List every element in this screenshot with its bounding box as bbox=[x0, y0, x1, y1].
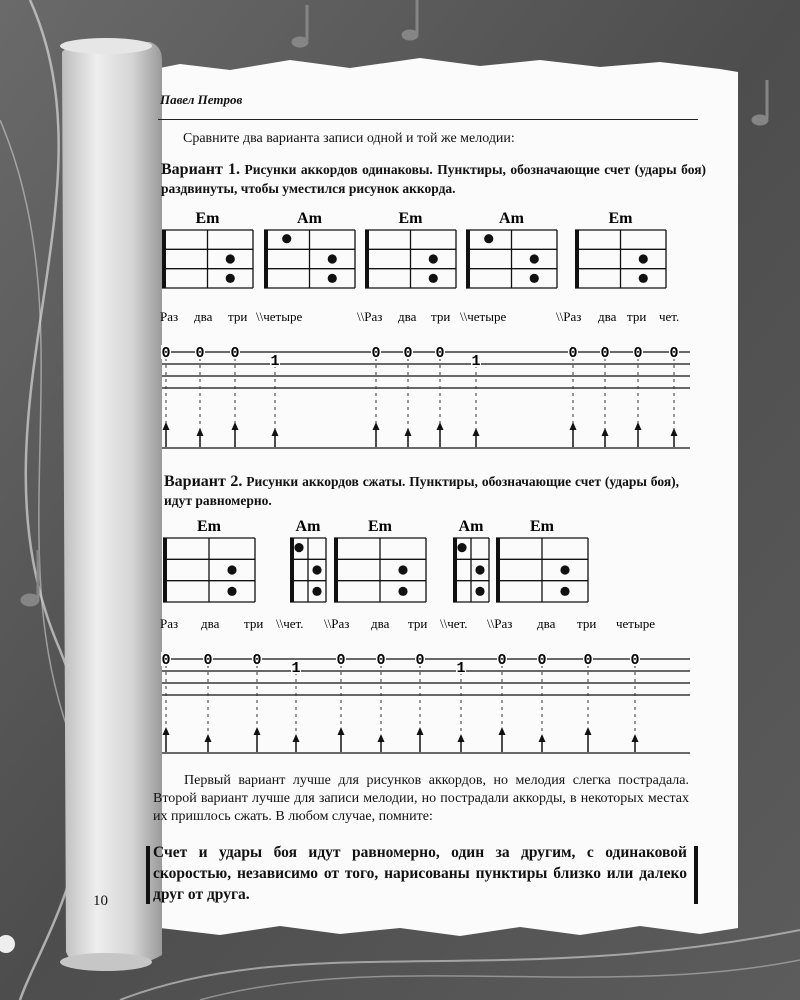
count-label: два bbox=[201, 616, 220, 631]
chord-finger-dot bbox=[227, 587, 236, 596]
variant2-heading bbox=[164, 472, 679, 510]
strum-arrow-head bbox=[417, 727, 424, 735]
chord-finger-dot bbox=[227, 565, 236, 574]
chord-name: Em bbox=[368, 518, 392, 535]
chord-nut bbox=[453, 538, 457, 602]
chord-finger-dot bbox=[226, 274, 235, 283]
strum-arrow-head bbox=[539, 734, 546, 742]
strum-arrow-head bbox=[585, 727, 592, 735]
count-label: Раз bbox=[160, 309, 179, 324]
conclusion-paragraph: Первый вариант лучше для рисунков аккордов, но мелодия слегка пострадала. Второй вариант лучше для записи мелодии, но пострадали аккорды, в некоторых местах их пришлось сжать. В любом случае, помните: bbox=[153, 773, 689, 824]
author-name: Павел Петров bbox=[160, 92, 243, 107]
count-label: Раз bbox=[160, 616, 179, 631]
strum-arrow-head bbox=[254, 727, 261, 735]
tab-number: 1 bbox=[270, 353, 280, 370]
tab-number: 0 bbox=[230, 345, 240, 362]
strum-arrow-head bbox=[378, 734, 385, 742]
chord-diagram-em bbox=[496, 518, 588, 602]
tab-number: 1 bbox=[471, 353, 481, 370]
tab-number: 0 bbox=[633, 345, 643, 362]
tab-number: 0 bbox=[376, 652, 386, 669]
tab-number: 0 bbox=[403, 345, 413, 362]
tab-number: 1 bbox=[456, 660, 466, 677]
tab-number: 0 bbox=[195, 345, 205, 362]
strum-arrow-head bbox=[499, 727, 506, 735]
count-label: \\Раз bbox=[324, 616, 350, 631]
intro-text: Сравните два варианта записи одной и той же мелодии: bbox=[183, 131, 515, 146]
tab-number: 0 bbox=[161, 652, 171, 669]
strum-arrow-head bbox=[163, 422, 170, 430]
count-label: \\чет. bbox=[276, 616, 304, 631]
variant2-text: Рисунки аккордов сжаты. Пунктиры, обозначающие счет (удары боя), идут равномерно. bbox=[164, 474, 680, 508]
tab-number: 0 bbox=[600, 345, 610, 362]
count-label: три bbox=[228, 309, 248, 324]
strum-arrow-head bbox=[458, 734, 465, 742]
count-label: три bbox=[408, 616, 428, 631]
strum-arrow-head bbox=[570, 422, 577, 430]
chord-finger-dot bbox=[328, 254, 337, 263]
chord-diagram-am bbox=[290, 518, 326, 602]
tab-number: 0 bbox=[161, 345, 171, 362]
strum-arrow-head bbox=[602, 428, 609, 436]
rule-bracket-right bbox=[694, 846, 698, 904]
chord-name: Em bbox=[195, 210, 220, 227]
chord-nut bbox=[334, 538, 338, 602]
count-label: \\Раз bbox=[487, 616, 513, 631]
strum-arrow-head bbox=[635, 422, 642, 430]
chord-nut bbox=[163, 538, 167, 602]
chord-finger-dot bbox=[530, 254, 539, 263]
chord-nut bbox=[496, 538, 500, 602]
tab-number: 0 bbox=[630, 652, 640, 669]
chord-name: Am bbox=[458, 518, 484, 535]
rule-text: Счет и удары боя идут равномерно, один за другим, с одинаковой скоростью, независимо от того, нарисованы пунктиры близко или далеко друг от друга. bbox=[153, 844, 687, 903]
chord-name: Am bbox=[499, 210, 524, 227]
variant2-number: Вариант 2. bbox=[164, 473, 243, 490]
tab-number: 0 bbox=[497, 652, 507, 669]
tab-number: 0 bbox=[371, 345, 381, 362]
chord-finger-dot bbox=[282, 234, 291, 243]
count-label: два bbox=[398, 309, 417, 324]
chord-nut bbox=[575, 230, 579, 288]
chord-diagram-am bbox=[453, 518, 489, 602]
tab-number: 0 bbox=[537, 652, 547, 669]
strum-arrow-head bbox=[163, 727, 170, 735]
strum-arrow-head bbox=[272, 428, 279, 436]
strum-arrow-head bbox=[293, 734, 300, 742]
strum-arrow-head bbox=[373, 422, 380, 430]
strum-arrow-head bbox=[338, 727, 345, 735]
chord-finger-dot bbox=[560, 587, 569, 596]
chord-finger-dot bbox=[639, 254, 648, 263]
chord-finger-dot bbox=[312, 587, 321, 596]
tab-number: 0 bbox=[203, 652, 213, 669]
chord-diagram-am bbox=[466, 210, 557, 288]
chord-finger-dot bbox=[226, 254, 235, 263]
rule-bracket-left bbox=[146, 846, 150, 904]
strum-arrow-head bbox=[205, 734, 212, 742]
header-rule bbox=[158, 119, 698, 120]
chord-nut bbox=[466, 230, 470, 288]
count-label: \\четыре bbox=[256, 309, 303, 324]
chord-name: Em bbox=[398, 210, 423, 227]
strum-arrow-head bbox=[405, 428, 412, 436]
strum-arrow-head bbox=[473, 428, 480, 436]
tab-number: 0 bbox=[435, 345, 445, 362]
chord-name: Am bbox=[295, 518, 321, 535]
chord-finger-dot bbox=[475, 565, 484, 574]
tab-number: 0 bbox=[415, 652, 425, 669]
chord-diagram-em bbox=[162, 210, 253, 288]
chord-diagram-em bbox=[575, 210, 666, 288]
count-label: два bbox=[598, 309, 617, 324]
count-label: \\чет. bbox=[440, 616, 468, 631]
variant1-notation bbox=[0, 205, 800, 455]
count-label: три bbox=[431, 309, 451, 324]
chord-name: Em bbox=[197, 518, 221, 535]
count-label: три bbox=[577, 616, 597, 631]
chord-diagram-am bbox=[264, 210, 355, 288]
count-label: два bbox=[194, 309, 213, 324]
variant1-text: Рисунки аккордов одинаковы. Пунктиры, обозначающие счет (удары боя) раздвинуты, чтобы уместился рисунок аккорда. bbox=[161, 162, 707, 196]
strum-arrow-head bbox=[632, 734, 639, 742]
count-label: два bbox=[371, 616, 390, 631]
tab-number: 0 bbox=[669, 345, 679, 362]
strum-arrow-head bbox=[232, 422, 239, 430]
chord-finger-dot bbox=[475, 587, 484, 596]
strum-arrow-head bbox=[671, 428, 678, 436]
chord-name: Em bbox=[530, 518, 554, 535]
chord-name: Em bbox=[608, 210, 633, 227]
tab-number: 1 bbox=[291, 660, 301, 677]
tab-number: 0 bbox=[336, 652, 346, 669]
variant1-number: Вариант 1. bbox=[161, 161, 240, 178]
chord-name: Am bbox=[297, 210, 322, 227]
chord-nut bbox=[290, 538, 294, 602]
chord-finger-dot bbox=[429, 274, 438, 283]
chord-finger-dot bbox=[429, 254, 438, 263]
count-label: два bbox=[537, 616, 556, 631]
chord-nut bbox=[264, 230, 268, 288]
chord-finger-dot bbox=[560, 565, 569, 574]
count-label: \\четыре bbox=[460, 309, 507, 324]
chord-finger-dot bbox=[530, 274, 539, 283]
chord-diagram-em bbox=[334, 518, 426, 602]
chord-nut bbox=[365, 230, 369, 288]
chord-finger-dot bbox=[484, 234, 493, 243]
variant1-heading bbox=[161, 160, 706, 198]
chord-diagram-em bbox=[365, 210, 456, 288]
chord-finger-dot bbox=[312, 565, 321, 574]
chord-finger-dot bbox=[398, 587, 407, 596]
count-label: три bbox=[627, 309, 647, 324]
count-label: \\Раз bbox=[357, 309, 383, 324]
chord-nut bbox=[162, 230, 166, 288]
tab-number: 0 bbox=[583, 652, 593, 669]
chord-finger-dot bbox=[639, 274, 648, 283]
tab-number: 0 bbox=[568, 345, 578, 362]
chord-finger-dot bbox=[457, 543, 466, 552]
count-label: \\Раз bbox=[556, 309, 582, 324]
chord-finger-dot bbox=[398, 565, 407, 574]
count-label: три bbox=[244, 616, 264, 631]
tab-number: 0 bbox=[252, 652, 262, 669]
page-number: 10 bbox=[93, 893, 108, 909]
count-label: четыре bbox=[616, 616, 655, 631]
strum-arrow-head bbox=[437, 422, 444, 430]
variant2-notation bbox=[0, 512, 800, 762]
count-label: чет. bbox=[659, 309, 680, 324]
chord-finger-dot bbox=[294, 543, 303, 552]
chord-diagram-em bbox=[163, 518, 255, 602]
strum-arrow-head bbox=[197, 428, 204, 436]
chord-finger-dot bbox=[328, 274, 337, 283]
